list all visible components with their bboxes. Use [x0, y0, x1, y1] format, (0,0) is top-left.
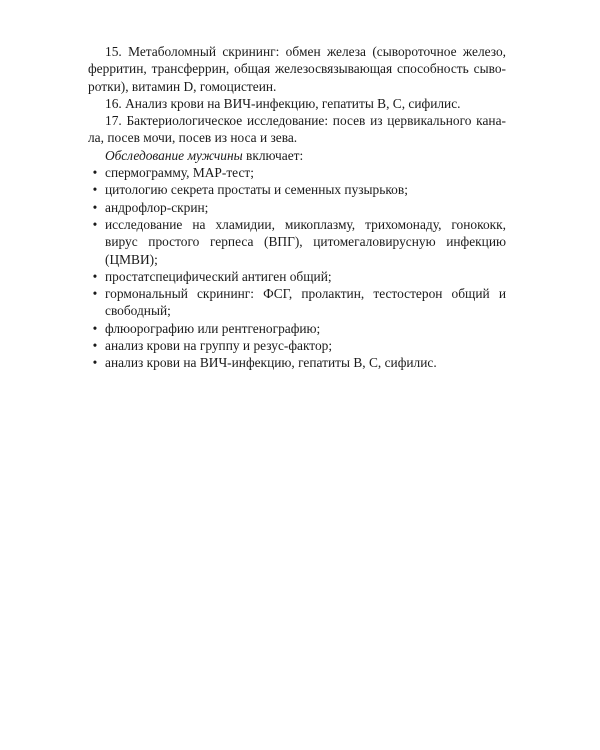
list-item-text: андрофлор-скрин; [105, 199, 209, 215]
list-item-text: исследование на хламидии, микоплазму, трихомонаду, гонококк, вирус простого герпеса (ВПГ), цитомегаловирусную инфекцию (ЦМВИ); [105, 216, 506, 267]
list-item-text: анализ крови на ВИЧ-инфекцию, гепатиты B, C, сифилис. [105, 355, 437, 371]
list-item [88, 216, 506, 268]
numbered-item-15 [88, 43, 506, 95]
bullet-icon: • [92, 182, 98, 198]
bullet-icon: • [92, 268, 98, 284]
list-item [88, 285, 506, 320]
list-item-text: простатспецифический антиген общий; [105, 268, 332, 284]
item-text: Анализ крови на ВИЧ-инфекцию, гепатиты B, C, сифилис. [125, 95, 461, 111]
bullet-icon: • [92, 165, 98, 181]
list-item-text: флюорографию или рентгенографию; [105, 320, 321, 336]
list-item-text: цитологию секрета простаты и семенных пузырьков; [105, 182, 408, 198]
item-number: 16. [105, 95, 122, 111]
list-item [88, 268, 506, 285]
item-number: 17. [105, 113, 122, 129]
list-item [88, 181, 506, 198]
bullet-icon: • [92, 320, 98, 336]
men-exam-intro [88, 147, 506, 164]
men-exam-intro-italic: Обследование мужчины [105, 147, 243, 163]
men-exam-intro-rest: включает: [242, 147, 304, 163]
list-item-text: анализ крови на группу и резус-фактор; [105, 338, 333, 354]
numbered-item-17 [88, 112, 506, 147]
bullet-icon: • [92, 355, 98, 371]
item-text: Бактериологическое исследование: посев из цервикального канала, посев мочи, посев из носа и зева. [88, 113, 506, 146]
list-item [88, 354, 506, 371]
list-item-text: гормональный скрининг: ФСГ, пролактин, тестостерон общий и свободный; [105, 286, 506, 319]
bullet-icon: • [92, 338, 98, 354]
document-page [88, 43, 506, 372]
list-item [88, 164, 506, 181]
list-item [88, 320, 506, 337]
men-exam-list [88, 164, 506, 372]
numbered-item-16 [88, 95, 506, 112]
list-item [88, 337, 506, 354]
bullet-icon: • [92, 286, 98, 302]
item-number: 15. [105, 44, 122, 59]
list-item-text: спермограмму, MAP-тест; [105, 165, 254, 181]
item-text: Метаболомный скрининг: обмен железа (сывороточное железо, ферритин, трансферрин, общая железосвязывающая способность сыворотки), витамин D, гомоцистеин. [88, 44, 506, 94]
bullet-icon: • [92, 199, 98, 215]
bullet-icon: • [92, 216, 98, 232]
list-item [88, 199, 506, 216]
